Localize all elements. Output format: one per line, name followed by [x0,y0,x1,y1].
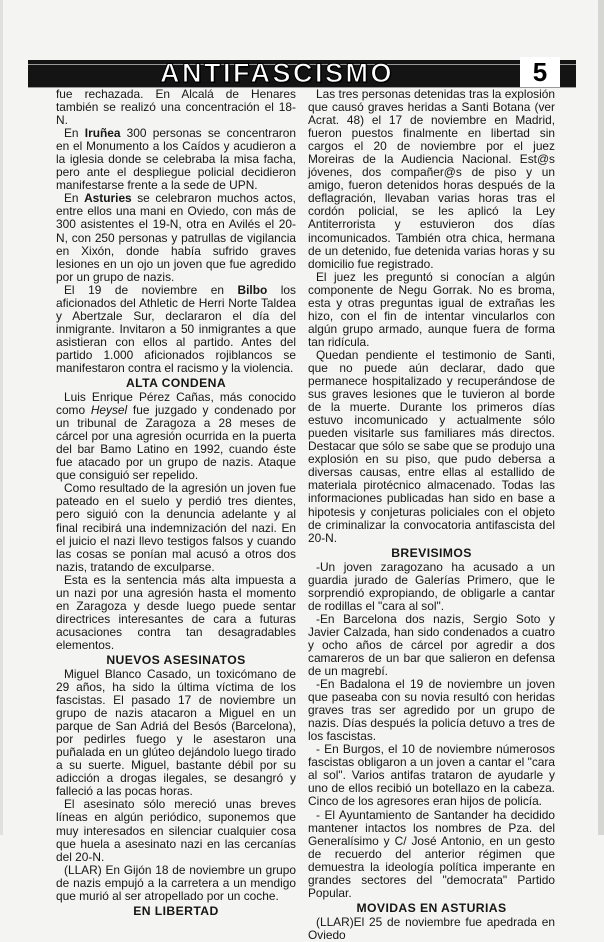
text: fue juzgado y condenado por un tribunal de Zaragoza a 28 meses de cárcel por una agresión ocurrida en la puerta del bar Bamo Latino en 1992, cuando éste fue atacado por un grupo de nazis. Ataque que consiguió ser repelido. [56,403,296,483]
paragraph: Quedan pendiente el testimonio de Santi, que no puede aún declarar, dado que permanece hospitalizado y recuperándose de sus graves lesiones que le tuvieron al borde de la muerte. Durante los primeros días estuvo incomunicado y actualmente sólo pueden visitarle sus familiares más directos. Destacar que sólo se sabe que se produjo una explosión en su piso, que pudo debersa a diversas causas, entre ellas al estallido de materiala pirotécnico almacenado. Todas las informaciones publicadas han sido en base a hipotesis y conjeturas policiales con el objeto de criminalizar la convocatoria antifascista del 20-N. [308,347,555,545]
place-name: Bilbo [237,282,268,297]
paragraph: (LLAR)El 25 de noviembre fue apedrada en Oviedo [308,914,555,942]
paragraph: El juez les preguntó si conocían a algún componente de Negu Gorrak. No es broma, esta y otras preguntas igual de extrañas les hizo, con el fin de intentar vincularlos con algún grupo armado, aunque fuera de forma tan ridícula. [308,269,555,349]
paragraph: (LLAR) En Gijón 18 de noviembre un grupo de nazis empujó a la carretera a un mendigo que murió al ser atropellado por un coche. [56,862,296,903]
paragraph [56,284,296,375]
paragraph: Esta es la sentencia más alta impuesta a un nazi por una agresión hasta el momento en Zaragoza y desde luego puede sentar directrices interesantes de cara a futuras acusaciones contra tan desagradables elementos. [56,572,296,652]
paragraph: - En Burgos, el 10 de noviembre númerosos fascistas obligaron a un joven a cantar el "cara al sol". Varios antifas trataron de ayudarle y uno de ellos recibió un botellazo en la cabeza. Cinco de los agresores eran hijos de policía. [308,742,555,809]
paragraph: Las tres personas detenidas tras la explosión que causó graves heridas a Santi Botana (ver Acrat. 48) el 17 de noviembre en Madrid, fueron puestos finalmente en libertad sin cargos el 20 de noviembre por el juez Moreiras de la Audiencia Nacional. Est@s jóvenes, dos compañer@s de piso y un amigo, fueron detenidos horas después de la deflagración, llevaban varias horas tras el cordón policial, se les aplicó la Ley Antiterrorista y estuvieron dos días incomunicados. También otra chica, hermana de un detenido, fue detenida varias horas y su domicilio fue registrado. [308,87,555,271]
paragraph: -En Barcelona dos nazis, Sergio Soto y Javier Calzada, han sido condenados a cuatro y ocho años de cárcel por agredir a dos camareros de un bar que salieron en defensa de un magrebí. [308,611,555,679]
place-name: Asturies [84,191,132,206]
text: En [64,191,85,206]
text: El 19 de noviembre en [64,282,238,297]
nickname: Heysel [90,403,128,418]
paragraph: El asesinato sólo mereció unas breves líneas en algún periódico, suponemos que muy interesados en silenciar cualquier cosa que huela a asesinato nazi en las cercanías del 20-N. [56,797,296,864]
paragraph: -Un joven zaragozano ha acusado a un guardia jurado de Galerías Primero, que le sorprendió expropiando, de obligarle a cantar de rodillas el "cara al sol". [308,559,555,613]
place-name: Iruñea [84,126,121,141]
text: se celebraron muchos actos, entre ellos una mani en Oviedo, con más de 300 asistentes el 19-N, otra en Avilés el 20-N, con 250 personas y patrullas de vigilancia en Xixón, donde había sufrido graves lesiones en un ojo un joven que fue agredido por un grupo de nazis. [56,191,296,284]
paragraph: Miguel Blanco Casado, un toxicómano de 29 años, ha sido la última víctima de los fascistas. El pasado 17 de noviembre un grupo de nazis atacaron a Miguel en un parque de San Adriá del Besós (Barcelona), por pedirles fuego y le asestaron una puñalada en un glúteo dejándolo luego tirado a su suerte. Miguel, bastante débil por su adicción a drogas ilegales, se desangró y falleció a las pocas horas. [56,666,296,799]
section-title: ANTIFASCISMO [160,58,395,88]
paragraph [56,127,296,192]
subheading-movidas-en-asturias: MOVIDAS EN ASTURIAS [356,900,507,915]
text: 300 personas se concentraron en el Monumento a los Caídos y acudieron a la iglesia donde se celebraba la misa facha, pero ante el despliegue policial decidieron manifestarse frente a la sede de UPN. [56,126,296,193]
paragraph: -En Badalona el 19 de noviembre un joven que paseaba con su novia resultó con heridas graves tras ser agredido por un grupo de nazis. Días después la policía detuvo a tres de los fascistas. [308,677,555,744]
text: los aficionados del Athletic de Herri Norte Taldea y Abertzale Sur, declararon el día del inmigrante. Invitaron a 50 inmigrantes a que asistieran con ellos al partido. Antes del partido 1.000 aficionados rojiblancos se manifestaron contra el racismo y la violencia. [56,282,296,375]
subheading-alta-condena: ALTA CONDENA [125,376,227,391]
page-number: 5 [520,57,560,87]
subheading-en-libertad: EN LIBERTAD [133,903,219,918]
section-header [28,57,576,88]
text: En [64,126,85,141]
text: Luis Enrique Pérez Cañas, más conocido como [56,390,296,418]
paragraph: Como resultado de la agresión un joven fue pateado en el suelo y perdió tres dientes, pero siguió con la denuncia adelante y al final recibirá una indemnización del nazi. En el juicio el nazi llevo testigos falsos y cuando las cosas se ponían mal acusó a otros dos nazis, tratando de exculparse. [56,481,296,574]
paragraph [56,192,296,283]
right-column [308,88,555,942]
paragraph: - El Ayuntamiento de Santander ha decidido mantener intactos los nombres de Pza. del Generalísimo y C/ José Antonio, en un gesto de recuerdo del anterior régimen que demuestra la ideología política imperante en grandes sectores del "democrata" Partido Popular. [308,807,555,900]
subheading-brevisimos: BREVISIMOS [391,545,472,560]
paragraph [56,391,296,482]
subheading-nuevos-asesinatos: NUEVOS ASESINATOS [106,652,246,667]
paragraph: fue rechazada. En Alcalá de Henares también se realizó una concentración el 18-N. [56,87,296,128]
left-column [56,88,296,919]
